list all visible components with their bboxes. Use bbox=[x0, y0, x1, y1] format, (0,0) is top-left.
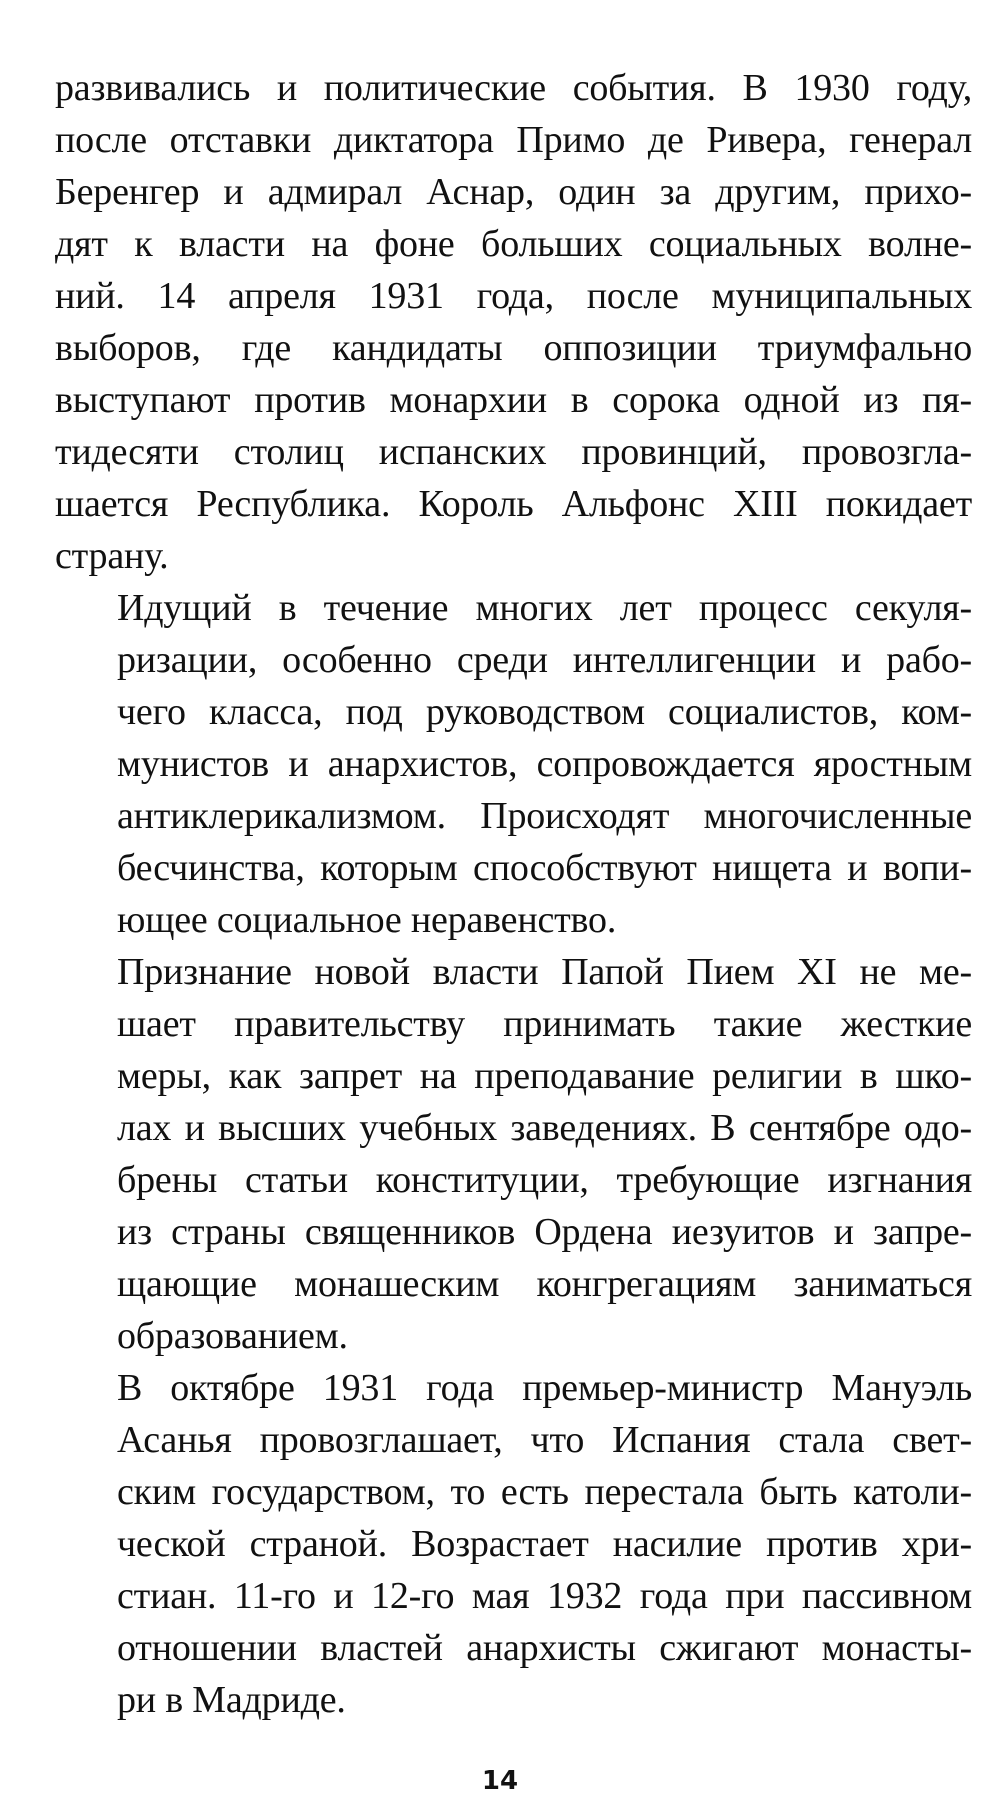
text-line: тидесяти столиц испанских провинций, провозгла- bbox=[55, 431, 972, 473]
text-line: чего класса, под руководством социалистов, ком- bbox=[117, 691, 972, 733]
paragraph bbox=[55, 1362, 972, 1726]
text-line: мунистов и анархистов, сопровождается яростным bbox=[117, 743, 972, 785]
text-line: образованием. bbox=[117, 1315, 348, 1357]
paragraph bbox=[55, 582, 972, 946]
text-line: бесчинства, которым способствуют нищета и вопи- bbox=[117, 847, 972, 889]
text-line: после отставки диктатора Примо де Ривера, генерал bbox=[55, 119, 972, 161]
text-line: отношении властей анархисты сжигают монасты- bbox=[117, 1627, 972, 1669]
text-line: ний. 14 апреля 1931 года, после муниципальных bbox=[55, 275, 972, 317]
text-line: шает правительству принимать такие жесткие bbox=[117, 1003, 972, 1045]
text-line: Признание новой власти Папой Пием XI не ме- bbox=[117, 951, 972, 993]
text-line: Идущий в течение многих лет процесс секуля- bbox=[117, 587, 972, 629]
text-line: стиан. 11-го и 12-го мая 1932 года при пассивном bbox=[117, 1575, 972, 1617]
text-line: Асанья провозглашает, что Испания стала свет- bbox=[117, 1419, 972, 1461]
text-line: ризации, особенно среди интеллигенции и рабо- bbox=[117, 639, 972, 681]
text-line: ским государством, то есть перестала быть католи- bbox=[117, 1471, 972, 1513]
text-line: лах и высших учебных заведениях. В сентябре одо- bbox=[117, 1107, 972, 1149]
text-line: ри в Мадриде. bbox=[117, 1679, 346, 1721]
text-line: дят к власти на фоне больших социальных волне- bbox=[55, 223, 972, 265]
text-line: из страны священников Ордена иезуитов и запре- bbox=[117, 1211, 972, 1253]
text-line: антиклерикализмом. Происходят многочисленные bbox=[117, 795, 972, 837]
paragraph bbox=[55, 62, 972, 582]
text-line: щающие монашеским конгрегациям заниматься bbox=[117, 1263, 972, 1305]
text-line: ческой страной. Возрастает насилие против хри- bbox=[117, 1523, 972, 1565]
text-line: ющее социальное неравенство. bbox=[117, 899, 617, 941]
text-line: шается Республика. Король Альфонс XIII покидает bbox=[55, 483, 972, 525]
text-line: В октябре 1931 года премьер-министр Мануэль bbox=[117, 1367, 972, 1409]
text-line: меры, как запрет на преподавание религии в шко- bbox=[117, 1055, 972, 1097]
text-line: брены статьи конституции, требующие изгнания bbox=[117, 1159, 972, 1201]
paragraph bbox=[55, 946, 972, 1362]
text-line: выступают против монархии в сорока одной из пя- bbox=[55, 379, 972, 421]
text-line: страну. bbox=[55, 535, 169, 577]
text-line: выборов, где кандидаты оппозиции триумфально bbox=[55, 327, 972, 369]
text-line: Беренгер и адмирал Аснар, один за другим, прихо- bbox=[55, 171, 972, 213]
body-text bbox=[55, 62, 972, 1726]
page-number: 14 bbox=[481, 1766, 519, 1796]
text-line: развивались и политические события. В 1930 году, bbox=[55, 67, 972, 109]
